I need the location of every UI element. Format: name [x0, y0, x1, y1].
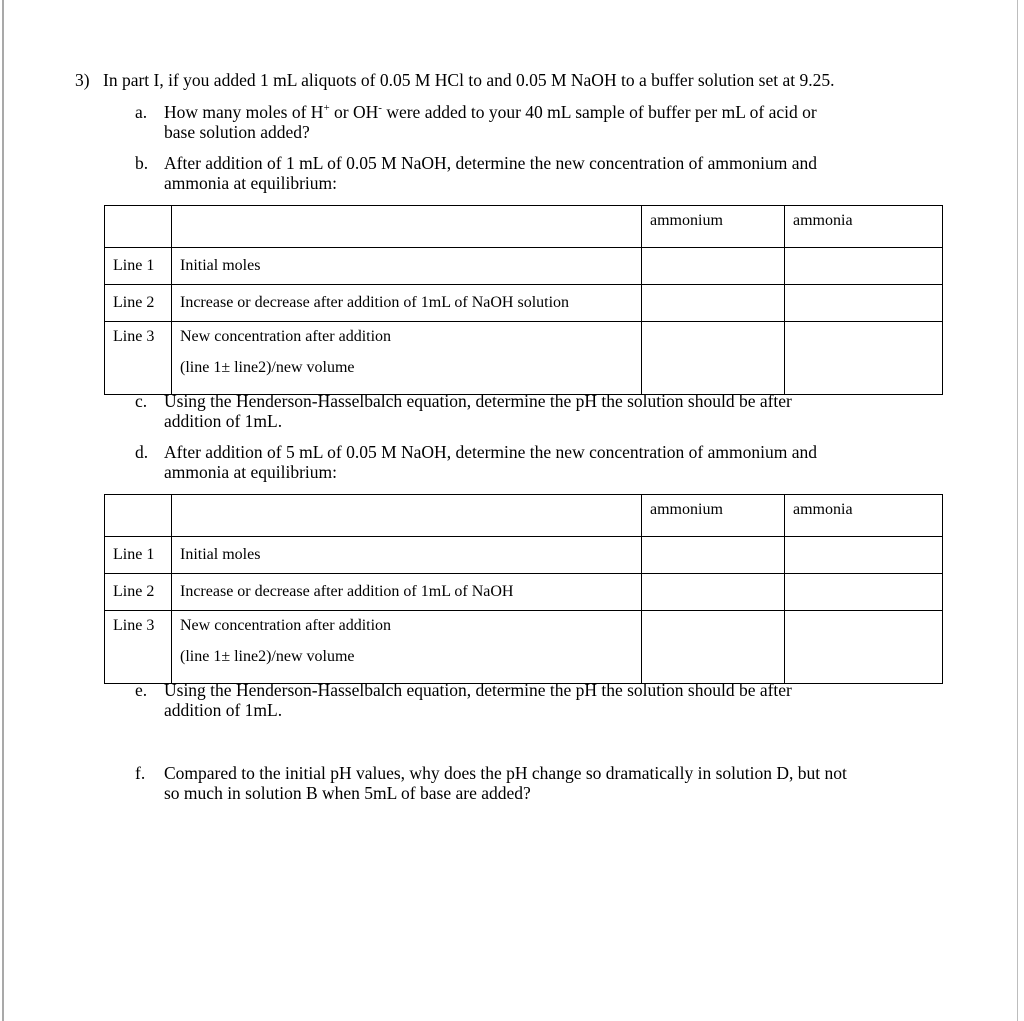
ammonia-answer-cell[interactable] [785, 574, 943, 611]
ammonia-answer-cell[interactable] [785, 285, 943, 322]
part-c-line1: Using the Henderson-Hasselbalch equation, determine the pH the solution should be after [164, 391, 792, 411]
table-row [105, 574, 943, 611]
ammonia-answer-cell[interactable] [785, 611, 943, 684]
table-1-col-ammonium: ammonium [642, 206, 785, 248]
part-d-label: d. [135, 442, 149, 462]
table-1 [104, 205, 943, 395]
part-b-line2: ammonia at equilibrium: [164, 173, 338, 193]
part-d-line1: After addition of 5 mL of 0.05 M NaOH, determine the new concentration of ammonium and [164, 442, 817, 462]
table-2-desc-head-cell [172, 495, 642, 537]
row-line-label: Line 1 [105, 537, 172, 574]
ammonium-answer-cell[interactable] [642, 611, 785, 684]
table-row [105, 285, 943, 322]
part-a-line2: base solution added? [164, 122, 310, 142]
row-description: Initial moles [172, 537, 642, 574]
question-number: 3) [75, 70, 90, 90]
part-f-line1: Compared to the initial pH values, why does the pH change so dramatically in solution D, but not [164, 763, 847, 783]
row-line-label: Line 2 [105, 285, 172, 322]
part-e-label: e. [135, 680, 148, 700]
ammonium-answer-cell[interactable] [642, 574, 785, 611]
page-right-border [1017, 0, 1018, 1021]
row-line-label: Line 1 [105, 248, 172, 285]
part-f-label: f. [135, 763, 146, 783]
ammonia-answer-cell[interactable] [785, 537, 943, 574]
ammonia-answer-cell[interactable] [785, 248, 943, 285]
table-1-desc-head-cell [172, 206, 642, 248]
table-1-col-ammonia: ammonia [785, 206, 943, 248]
table-row [105, 537, 943, 574]
part-f-line2: so much in solution B when 5mL of base are added? [164, 783, 531, 803]
part-e-line1: Using the Henderson-Hasselbalch equation, determine the pH the solution should be after [164, 680, 792, 700]
part-d-line2: ammonia at equilibrium: [164, 462, 338, 482]
row-description-line1: New concentration after addition [180, 328, 392, 345]
table-2 [104, 494, 943, 684]
row-line-label: Line 3 [105, 322, 172, 395]
row-line-label: Line 3 [105, 611, 172, 684]
part-b-label: b. [135, 153, 149, 173]
ammonium-answer-cell[interactable] [642, 537, 785, 574]
ammonium-answer-cell[interactable] [642, 285, 785, 322]
table-row [105, 248, 943, 285]
part-b-line1: After addition of 1 mL of 0.05 M NaOH, determine the new concentration of ammonium and [164, 153, 817, 173]
row-description-line2: (line 1± line2)/new volume [180, 359, 355, 376]
row-description: Increase or decrease after addition of 1mL of NaOH [172, 574, 642, 611]
table-2-col-ammonia: ammonia [785, 495, 943, 537]
row-description: Increase or decrease after addition of 1mL of NaOH solution [172, 285, 642, 322]
row-description: Initial moles [172, 248, 642, 285]
table-2-corner-cell [105, 495, 172, 537]
part-c-label: c. [135, 391, 148, 411]
part-a-label: a. [135, 102, 148, 122]
ammonium-answer-cell[interactable] [642, 322, 785, 395]
row-description [172, 611, 642, 684]
row-description-line2: (line 1± line2)/new volume [180, 648, 355, 665]
table-row [105, 611, 943, 684]
row-description-line1: New concentration after addition [180, 617, 392, 634]
table-2-col-ammonium: ammonium [642, 495, 785, 537]
table-row [105, 322, 943, 395]
part-a-line1: How many moles of H+ or OH- were added to your 40 mL sample of buffer per mL of acid or [164, 102, 817, 122]
part-c-line2: addition of 1mL. [164, 411, 283, 431]
question-intro: In part I, if you added 1 mL aliquots of 0.05 M HCl to and 0.05 M NaOH to a buffer solution set at 9.25. [103, 70, 835, 90]
ammonia-answer-cell[interactable] [785, 322, 943, 395]
page-left-border [2, 0, 4, 1021]
table-1-corner-cell [105, 206, 172, 248]
ammonium-answer-cell[interactable] [642, 248, 785, 285]
row-description [172, 322, 642, 395]
part-e-line2: addition of 1mL. [164, 700, 283, 720]
row-line-label: Line 2 [105, 574, 172, 611]
